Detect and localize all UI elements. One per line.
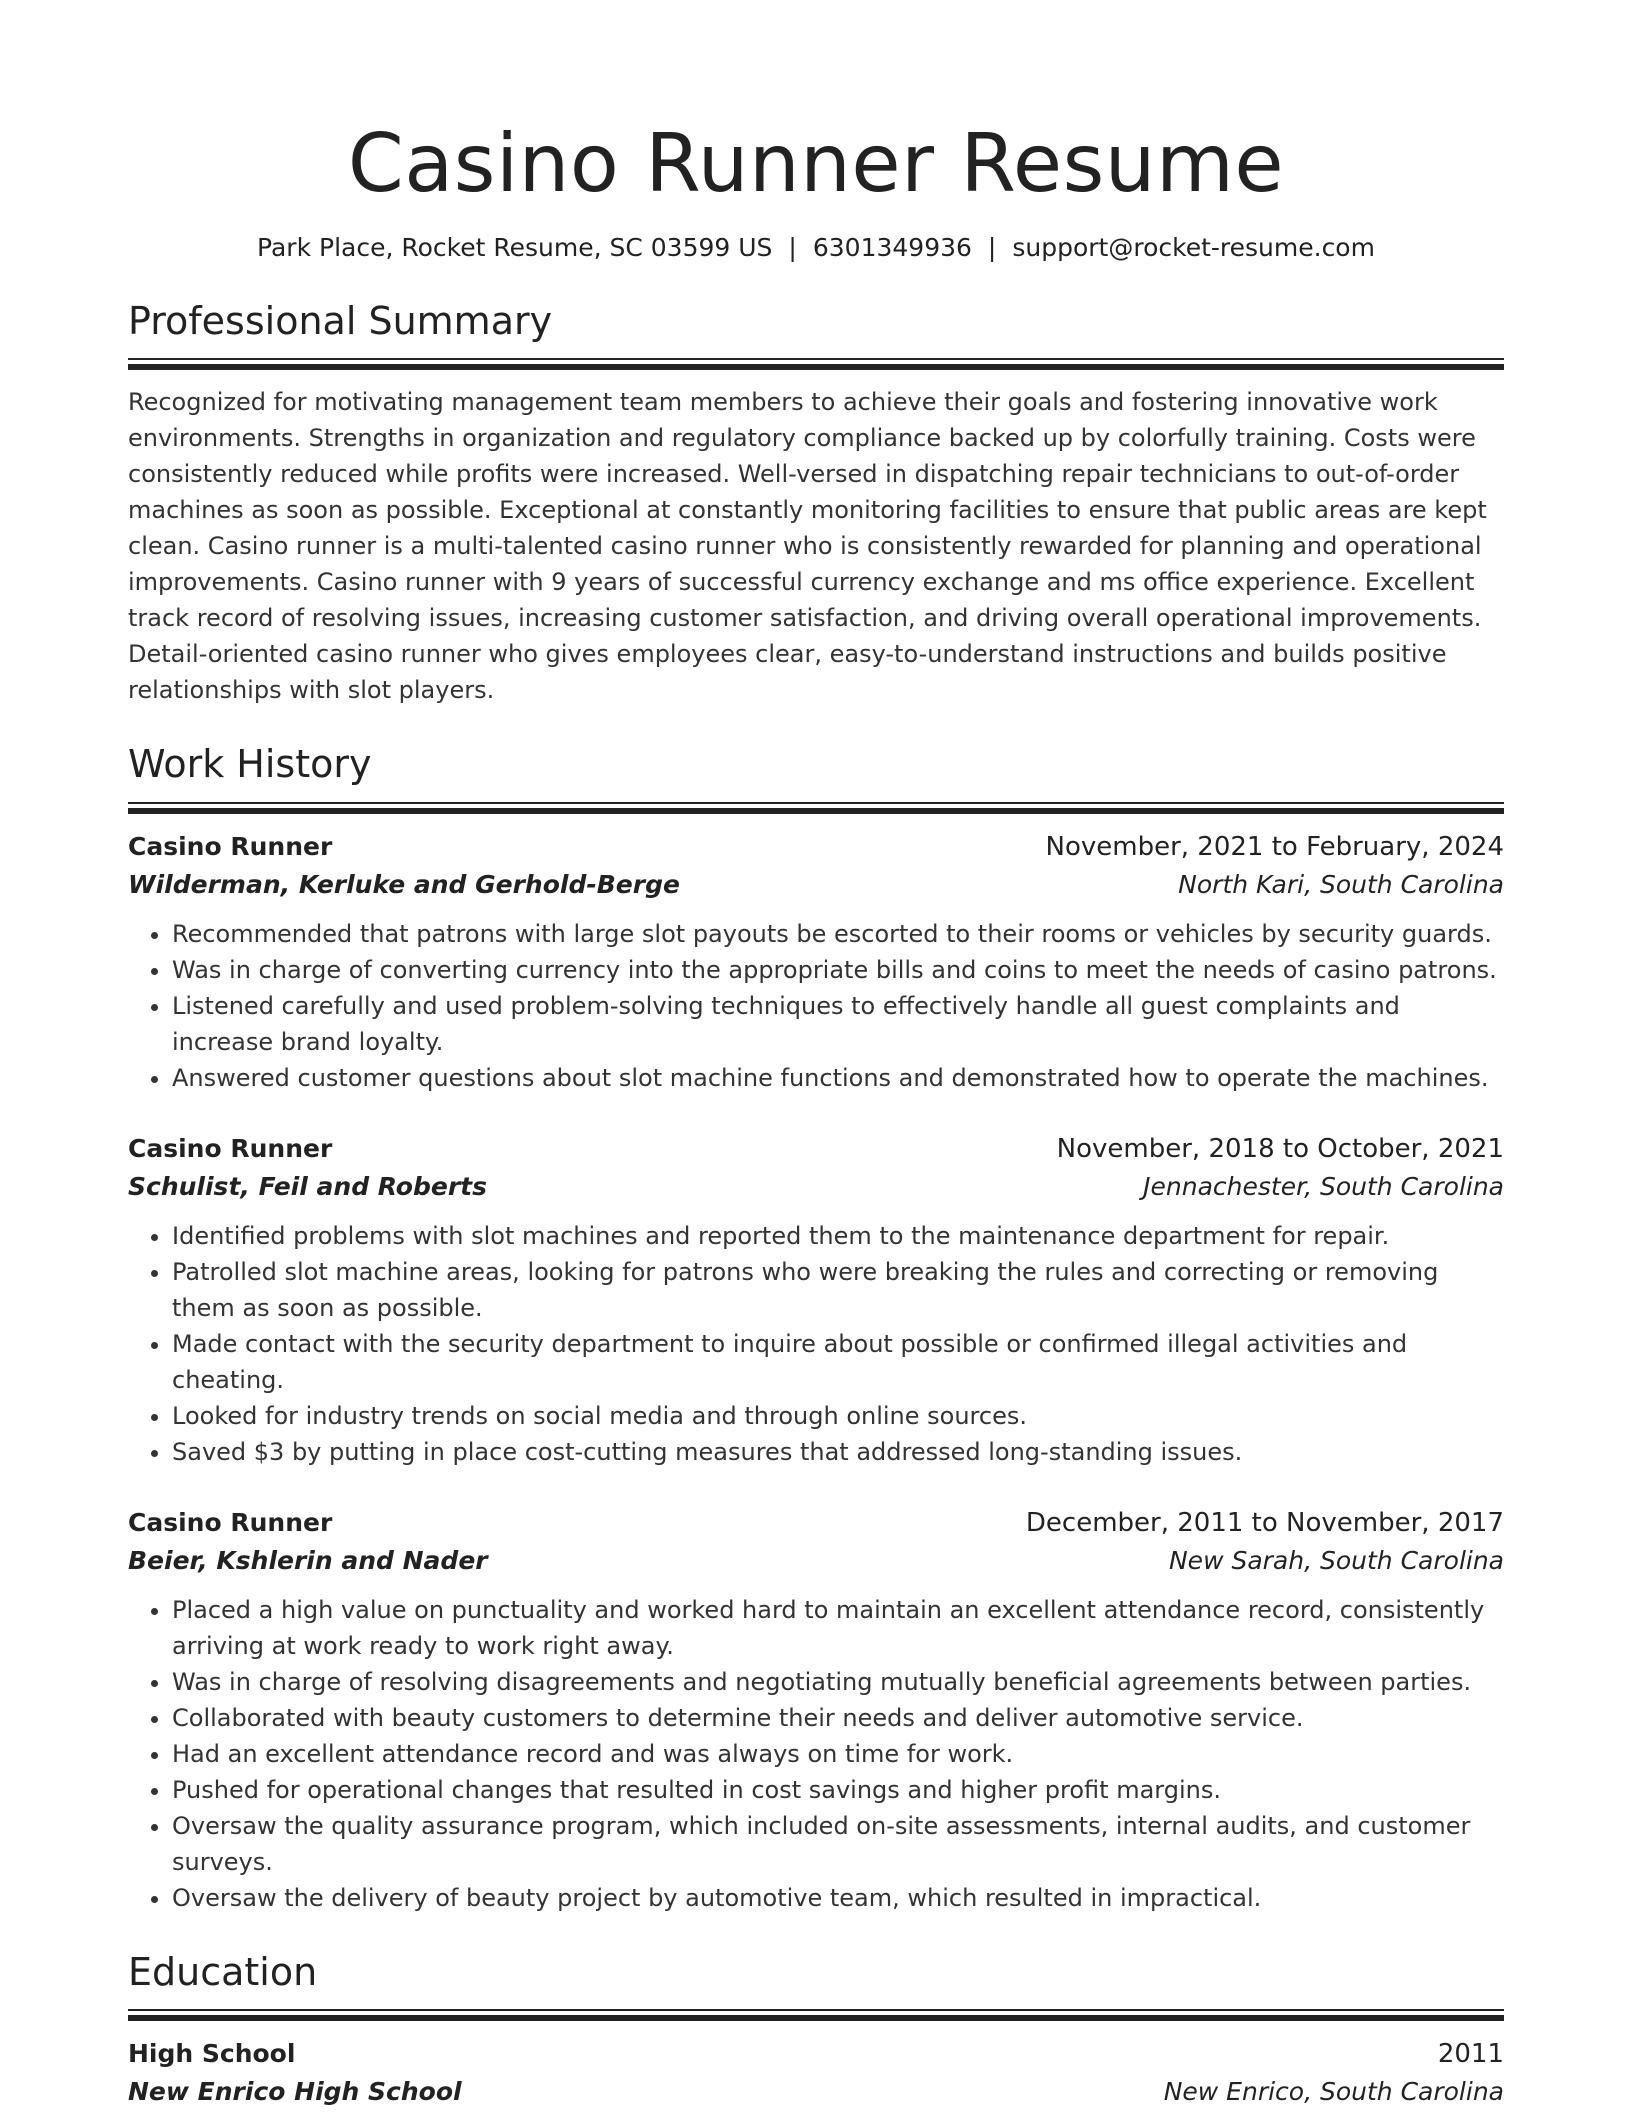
education-year: 2011 — [1437, 2039, 1504, 2070]
contact-line — [128, 232, 1504, 265]
job-company: Schulist, Feil and Roberts — [128, 1171, 487, 1201]
contact-address: Park Place, Rocket Resume, SC 03599 US — [257, 233, 773, 262]
job-entry — [128, 828, 1504, 1096]
job-bullets — [128, 916, 1504, 1096]
job-bullet: • Had an excellent attendance record and was always on time for work. — [172, 1736, 1504, 1772]
job-entry — [128, 1504, 1504, 1916]
education-heading: Education — [128, 1949, 318, 1994]
job-company: Wilderman, Kerluke and Gerhold-Berge — [128, 869, 680, 899]
job-bullet: • Identified problems with slot machines and reported them to the maintenance department for repair. — [172, 1218, 1504, 1254]
education-location: New Enrico, South Carolina — [1163, 2077, 1504, 2107]
summary-text: Recognized for motivating management team members to achieve their goals and fostering innovative work environments. Strengths in organization and regulatory compliance backed up by colorfully training. Costs were consistently reduced while profits were increased. Well-versed in dispatching repair technicians to out-of-order machines as soon as possible. Exceptional at constantly monitoring facilities to ensure that public areas are kept clean. Casino runner is a multi-talented casino runner who is consistently rewarded for planning and operational improvements. Casino runner with 9 years of successful currency exchange and ms office experience. Excellent track record of resolving issues, increasing customer satisfaction, and driving overall operational improvements. Detail-oriented casino runner who gives employees clear, easy-to-understand instructions and builds positive relationships with slot players. — [128, 388, 1487, 705]
job-company: Beier, Kshlerin and Nader — [128, 1545, 488, 1575]
job-bullet: • Answered customer questions about slot machine functions and demonstrated how to operate the machines. — [172, 1060, 1504, 1096]
job-bullet: • Pushed for operational changes that resulted in cost savings and higher profit margins. — [172, 1772, 1504, 1808]
job-location: North Kari, South Carolina — [1178, 869, 1504, 899]
job-bullets — [128, 1592, 1504, 1916]
contact-phone: 6301349936 — [812, 233, 972, 262]
job-title: Casino Runner — [128, 1133, 333, 1163]
education-school: New Enrico High School — [128, 2077, 462, 2107]
job-bullet: • Recommended that patrons with large slot payouts be escorted to their rooms or vehicles by security guards. — [172, 916, 1504, 952]
job-bullet: • Oversaw the delivery of beauty project by automotive team, which resulted in impractical. — [172, 1880, 1504, 1916]
job-bullet: • Listened carefully and used problem-solving techniques to effectively handle all guest complaints and increase brand loyalty. — [172, 988, 1504, 1060]
job-title: Casino Runner — [128, 1507, 333, 1537]
summary-section — [128, 299, 1504, 709]
section-divider — [128, 802, 1504, 814]
work-history-heading: Work History — [128, 742, 372, 787]
job-bullet: • Was in charge of converting currency into the appropriate bills and coins to meet the needs of casino patrons. — [172, 952, 1504, 988]
job-location: Jennachester, South Carolina — [1143, 1171, 1504, 1201]
education-degree: High School — [128, 2039, 296, 2069]
job-dates: December, 2011 to November, 2017 — [1025, 1507, 1504, 1538]
job-bullet: • Placed a high value on punctuality and worked hard to maintain an excellent attendance record, consistently arriving at work ready to work right away. — [172, 1592, 1504, 1664]
job-bullet: • Collaborated with beauty customers to determine their needs and deliver automotive service. — [172, 1700, 1504, 1736]
section-divider — [128, 358, 1504, 370]
job-bullets — [128, 1218, 1504, 1470]
contact-separator: | — [788, 233, 797, 262]
job-entry — [128, 1130, 1504, 1470]
job-dates: November, 2021 to February, 2024 — [1045, 831, 1504, 862]
contact-email: support@rocket-resume.com — [1012, 233, 1375, 262]
job-title: Casino Runner — [128, 831, 333, 861]
resume-title: Casino Runner Resume — [347, 117, 1285, 210]
section-divider — [128, 2009, 1504, 2021]
job-bullet: • Saved $3 by putting in place cost-cutting measures that addressed long-standing issues. — [172, 1434, 1504, 1470]
job-bullet: • Looked for industry trends on social media and through online sources. — [172, 1398, 1504, 1434]
job-bullet: • Patrolled slot machine areas, looking for patrons who were breaking the rules and correcting or removing them as soon as possible. — [172, 1254, 1504, 1326]
contact-separator: | — [987, 233, 997, 262]
education-entry — [128, 2035, 1504, 2111]
job-bullet: • Oversaw the quality assurance program, which included on-site assessments, internal audits, and customer surveys. — [172, 1808, 1504, 1880]
job-bullet: • Was in charge of resolving disagreements and negotiating mutually beneficial agreements between parties. — [172, 1664, 1504, 1700]
job-bullet: • Made contact with the security department to inquire about possible or confirmed illegal activities and cheating. — [172, 1326, 1504, 1398]
education-section — [128, 1950, 1504, 2112]
job-location: New Sarah, South Carolina — [1168, 1545, 1504, 1575]
job-dates: November, 2018 to October, 2021 — [1056, 1133, 1504, 1164]
summary-heading: Professional Summary — [128, 298, 553, 343]
work-history-section — [128, 742, 1504, 1916]
